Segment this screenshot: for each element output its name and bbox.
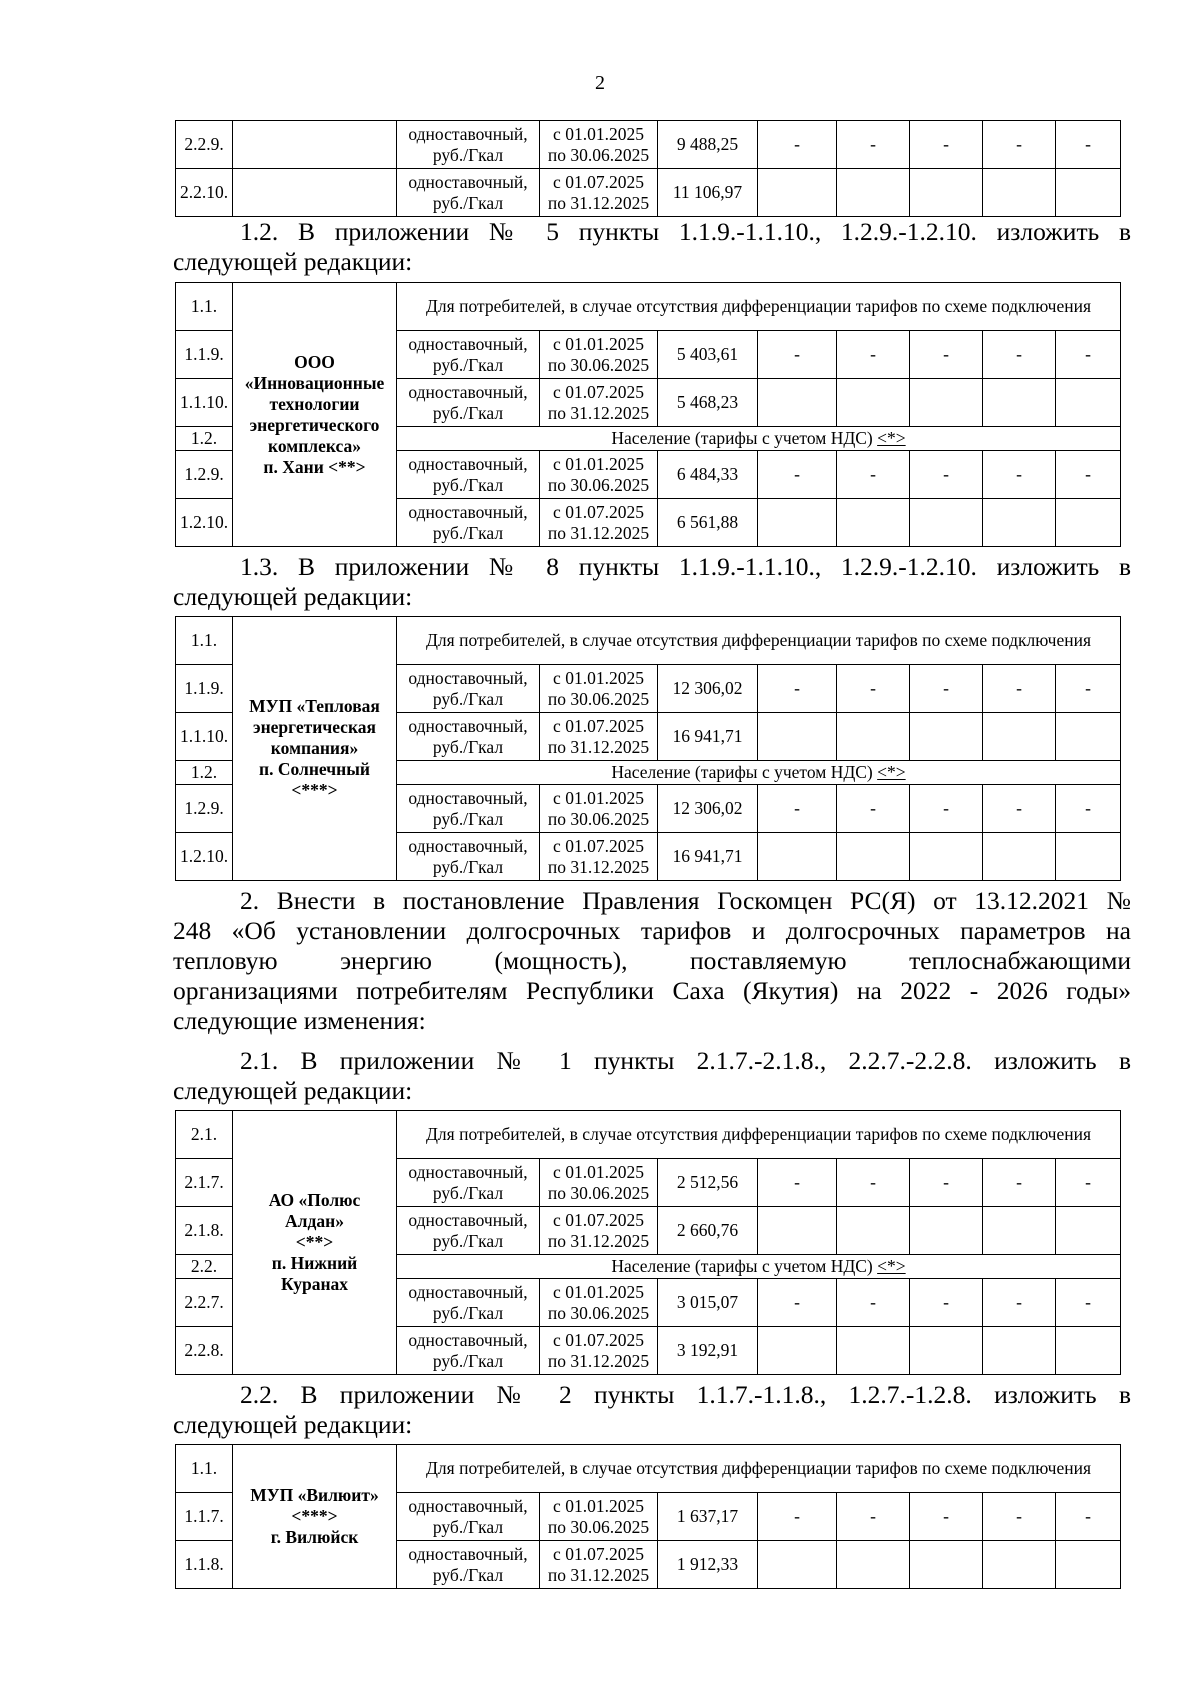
period-cell-line: по 30.06.2025 [547, 474, 650, 495]
period-cell-line: с 01.07.2025 [553, 715, 644, 736]
period-cell-line: с 01.01.2025 [553, 453, 644, 474]
tariff-kind-cell-line: руб./Гкал [432, 1302, 504, 1323]
population-label: Население (тарифы с учетом НДС) [611, 428, 873, 448]
tariff-kind-cell-line: руб./Гкал [432, 354, 504, 375]
organization-empty [233, 121, 397, 169]
period-cell-line: с 01.01.2025 [553, 667, 644, 688]
tariff-value: 1 637,17 [658, 1493, 758, 1541]
dash-cell [758, 499, 837, 547]
tariff-table-mup-viliuit [175, 1444, 1121, 1589]
period-cell-line: по 31.12.2025 [547, 1564, 650, 1585]
dash-cell: - [837, 1279, 910, 1327]
section-header-row [176, 1445, 1121, 1493]
organization-line: Куранах [280, 1274, 349, 1294]
dash-cell: - [1056, 1159, 1121, 1207]
tariff-kind-cell [397, 713, 540, 761]
period-cell-line: с 01.01.2025 [553, 333, 644, 354]
tariff-kind-cell-line: одноставочный, [408, 715, 528, 736]
period-cell-line: с 01.01.2025 [553, 1281, 644, 1302]
period-cell-line: с 01.01.2025 [553, 1161, 644, 1182]
tariff-value: 16 941,71 [658, 833, 758, 881]
section-header: Для потребителей, в случае отсутствия дифференциации тарифов по схеме подключения [397, 283, 1121, 331]
dash-cell: - [1056, 121, 1121, 169]
tariff-kind-cell-line: одноставочный, [408, 1543, 528, 1564]
tariff-kind-cell-line: руб./Гкал [432, 1516, 504, 1537]
organization-name [233, 283, 397, 547]
tariff-kind-cell [397, 665, 540, 713]
paragraph-line: организациями потребителям Республики Саха (Якутия) на 2022 - 2026 годы» [173, 976, 1131, 1005]
organization-line: <***> [291, 1506, 338, 1526]
paragraph-1-2 [173, 217, 1131, 277]
dash-cell: - [983, 665, 1056, 713]
paragraph-line: 1.2. В приложении № 5 пункты 1.1.9.-1.1.10., 1.2.9.-1.2.10. изложить в [240, 217, 1131, 246]
dash-cell [910, 499, 983, 547]
organization-name [233, 617, 397, 881]
dash-cell [910, 833, 983, 881]
dash-cell: - [837, 121, 910, 169]
tariff-kind-cell [397, 331, 540, 379]
tariff-kind-cell [397, 1207, 540, 1255]
dash-cell [910, 1207, 983, 1255]
tariff-kind-cell-line: руб./Гкал [432, 144, 504, 165]
tariff-kind-cell [397, 379, 540, 427]
organization-line: п. Нижний [271, 1253, 358, 1273]
dash-cell [758, 1327, 837, 1375]
dash-cell: - [837, 1493, 910, 1541]
section-header: Для потребителей, в случае отсутствия дифференциации тарифов по схеме подключения [397, 617, 1121, 665]
tariff-value: 12 306,02 [658, 665, 758, 713]
dash-cell [910, 713, 983, 761]
period-cell [540, 665, 658, 713]
dash-cell [1056, 169, 1121, 217]
dash-cell [1056, 499, 1121, 547]
tariff-kind-cell-line: руб./Гкал [432, 522, 504, 543]
tariff-kind-cell-line: руб./Гкал [432, 1182, 504, 1203]
dash-cell [1056, 1327, 1121, 1375]
item-number: 2.1.7. [176, 1159, 233, 1207]
organization-line: комплекса» [268, 435, 361, 456]
tariff-kind-cell-line: одноставочный, [408, 1209, 528, 1230]
dash-cell [910, 169, 983, 217]
tariff-kind-cell-line: одноставочный, [408, 333, 528, 354]
tariff-kind-cell-line: одноставочный, [408, 1495, 528, 1516]
paragraph-line: 2.2. В приложении № 2 пункты 1.1.7.-1.1.8., 1.2.7.-1.2.8. изложить в [240, 1380, 1131, 1409]
period-cell-line: с 01.01.2025 [553, 787, 644, 808]
paragraph-line: 1.3. В приложении № 8 пункты 1.1.9.-1.1.10., 1.2.9.-1.2.10. изложить в [240, 552, 1131, 581]
paragraph-line: 248 «Об установлении долгосрочных тарифов и долгосрочных параметров на [173, 916, 1131, 945]
item-number: 1.2.9. [176, 785, 233, 833]
dash-cell: - [1056, 331, 1121, 379]
period-cell-line: с 01.07.2025 [553, 835, 644, 856]
period-cell [540, 379, 658, 427]
dash-cell [837, 1541, 910, 1589]
tariff-kind-cell-line: руб./Гкал [432, 688, 504, 709]
tariff-kind-cell-line: одноставочный, [408, 1281, 528, 1302]
tariff-kind-cell [397, 169, 540, 217]
organization-line: г. Вилюйск [270, 1527, 359, 1547]
period-cell [540, 1327, 658, 1375]
dash-cell [758, 833, 837, 881]
dash-cell: - [837, 331, 910, 379]
dash-cell [910, 379, 983, 427]
period-cell-line: по 31.12.2025 [547, 402, 650, 423]
dash-cell: - [1056, 1279, 1121, 1327]
dash-cell: - [758, 451, 837, 499]
tariff-value: 11 106,97 [658, 169, 758, 217]
section-number: 1.1. [176, 617, 233, 665]
dash-cell [837, 1207, 910, 1255]
tariff-kind-cell [397, 1159, 540, 1207]
tariff-kind-cell [397, 121, 540, 169]
dash-cell [910, 1327, 983, 1375]
period-cell-line: по 30.06.2025 [547, 1302, 650, 1323]
period-cell-line: по 31.12.2025 [547, 1350, 650, 1371]
section-number: 1.2. [176, 761, 233, 785]
dash-cell [1056, 833, 1121, 881]
dash-cell: - [910, 331, 983, 379]
period-cell-line: по 31.12.2025 [547, 856, 650, 877]
period-cell-line: по 30.06.2025 [547, 354, 650, 375]
footnote-link[interactable]: <*> [877, 1256, 906, 1276]
period-cell [540, 785, 658, 833]
organization-line: энергетического [249, 414, 380, 435]
dash-cell [758, 1207, 837, 1255]
paragraph-line: следующие изменения: [173, 1006, 426, 1035]
section-number: 2.2. [176, 1255, 233, 1279]
organization-line: МУП «Вилюит» [250, 1485, 379, 1505]
period-cell [540, 1279, 658, 1327]
tariff-value: 1 912,33 [658, 1541, 758, 1589]
population-header [397, 1255, 1121, 1279]
dash-cell: - [983, 1493, 1056, 1541]
section-header: Для потребителей, в случае отсутствия дифференциации тарифов по схеме подключения [397, 1445, 1121, 1493]
organization-line: Алдан» [285, 1211, 344, 1231]
paragraph-line: тепловую энергию (мощность), поставляемую теплоснабжающими [173, 946, 1131, 975]
tariff-kind-cell-line: одноставочный, [408, 667, 528, 688]
period-cell [540, 331, 658, 379]
paragraph-1-3 [173, 552, 1131, 612]
paragraph-2-1 [173, 1046, 1131, 1106]
dash-cell: - [910, 121, 983, 169]
dash-cell: - [758, 785, 837, 833]
dash-cell: - [837, 785, 910, 833]
dash-cell: - [758, 1159, 837, 1207]
tariff-kind-cell-line: одноставочный, [408, 1161, 528, 1182]
period-cell-line: с 01.01.2025 [553, 1495, 644, 1516]
section-number: 2.1. [176, 1111, 233, 1159]
section-number: 1.1. [176, 283, 233, 331]
dash-cell: - [758, 1493, 837, 1541]
period-cell-line: с 01.07.2025 [553, 1209, 644, 1230]
footnote-link[interactable]: <*> [877, 762, 906, 782]
tariff-kind-cell-line: одноставочный, [408, 835, 528, 856]
dash-cell: - [837, 665, 910, 713]
dash-cell: - [983, 1279, 1056, 1327]
tariff-kind-cell-line: руб./Гкал [432, 1564, 504, 1585]
tariff-kind-cell-line: руб./Гкал [432, 192, 504, 213]
paragraph-line: 2. Внести в постановление Правления Госкомцен РС(Я) от 13.12.2021 № [240, 886, 1131, 915]
item-number: 1.1.9. [176, 331, 233, 379]
organization-line: АО «Полюс [268, 1190, 361, 1210]
paragraph-line: следующей редакции: [173, 1076, 413, 1105]
page-number: 2 [595, 72, 605, 94]
tariff-table-ooo-itek [175, 282, 1121, 547]
dash-cell [983, 1541, 1056, 1589]
tariff-kind-cell [397, 1327, 540, 1375]
period-cell [540, 713, 658, 761]
item-number: 2.2.9. [176, 121, 233, 169]
dash-cell: - [983, 121, 1056, 169]
period-cell-line: по 30.06.2025 [547, 1182, 650, 1203]
section-header-row [176, 1111, 1121, 1159]
dash-cell: - [1056, 665, 1121, 713]
tariff-kind-cell [397, 499, 540, 547]
tariff-kind-cell [397, 1541, 540, 1589]
dash-cell [1056, 1541, 1121, 1589]
dash-cell [837, 713, 910, 761]
tariff-kind-cell-line: одноставочный, [408, 1329, 528, 1350]
item-number: 2.1.8. [176, 1207, 233, 1255]
dash-cell: - [983, 331, 1056, 379]
period-cell [540, 833, 658, 881]
population-label: Население (тарифы с учетом НДС) [611, 762, 873, 782]
tariff-kind-cell [397, 1279, 540, 1327]
dash-cell [983, 1327, 1056, 1375]
tariff-kind-cell-line: одноставочный, [408, 171, 528, 192]
table-row [176, 121, 1121, 169]
dash-cell [983, 169, 1056, 217]
organization-line: <***> [291, 780, 338, 800]
dash-cell [983, 1207, 1056, 1255]
tariff-kind-cell [397, 1493, 540, 1541]
section-header-row [176, 283, 1121, 331]
period-cell-line: по 30.06.2025 [547, 144, 650, 165]
organization-name [233, 1445, 397, 1589]
dash-cell: - [910, 665, 983, 713]
population-header [397, 427, 1121, 451]
dash-cell [758, 379, 837, 427]
dash-cell [1056, 1207, 1121, 1255]
organization-line: компания» [270, 738, 359, 758]
period-cell [540, 499, 658, 547]
population-label: Население (тарифы с учетом НДС) [611, 1256, 873, 1276]
period-cell-line: с 01.07.2025 [553, 1329, 644, 1350]
dash-cell: - [758, 331, 837, 379]
paragraph-2 [173, 886, 1131, 1036]
dash-cell [837, 1327, 910, 1375]
period-cell-line: с 01.07.2025 [553, 381, 644, 402]
footnote-link[interactable]: <*> [877, 428, 906, 448]
organization-line: ООО [294, 351, 335, 372]
period-cell-line: по 31.12.2025 [547, 192, 650, 213]
dash-cell [983, 499, 1056, 547]
period-cell [540, 1159, 658, 1207]
paragraph-line: следующей редакции: [173, 1410, 413, 1439]
period-cell [540, 121, 658, 169]
dash-cell [837, 169, 910, 217]
tariff-kind-cell-line: одноставочный, [408, 381, 528, 402]
tariff-value: 9 488,25 [658, 121, 758, 169]
tariff-kind-cell-line: руб./Гкал [432, 808, 504, 829]
organization-line: п. Солнечный [259, 759, 370, 779]
dash-cell: - [837, 451, 910, 499]
item-number: 1.1.10. [176, 379, 233, 427]
dash-cell [758, 713, 837, 761]
dash-cell: - [910, 1493, 983, 1541]
dash-cell: - [1056, 1493, 1121, 1541]
dash-cell [983, 713, 1056, 761]
section-header-row [176, 617, 1121, 665]
item-number: 1.1.10. [176, 713, 233, 761]
tariff-kind-cell-line: руб./Гкал [432, 1230, 504, 1251]
period-cell-line: по 31.12.2025 [547, 522, 650, 543]
tariff-kind-cell-line: руб./Гкал [432, 1350, 504, 1371]
tariff-value: 3 192,91 [658, 1327, 758, 1375]
paragraph-2-2 [173, 1380, 1131, 1440]
dash-cell [758, 169, 837, 217]
dash-cell: - [910, 785, 983, 833]
dash-cell: - [1056, 451, 1121, 499]
dash-cell [983, 833, 1056, 881]
dash-cell [837, 833, 910, 881]
period-cell-line: по 31.12.2025 [547, 1230, 650, 1251]
item-number: 1.2.10. [176, 833, 233, 881]
period-cell-line: с 01.07.2025 [553, 501, 644, 522]
dash-cell [910, 1541, 983, 1589]
item-number: 2.2.10. [176, 169, 233, 217]
population-header [397, 761, 1121, 785]
period-cell-line: с 01.01.2025 [553, 123, 644, 144]
organization-line: МУП «Тепловая [249, 696, 380, 716]
dash-cell: - [758, 1279, 837, 1327]
period-cell [540, 1207, 658, 1255]
tariff-table-polus-aldan [175, 1110, 1121, 1375]
section-header: Для потребителей, в случае отсутствия дифференциации тарифов по схеме подключения [397, 1111, 1121, 1159]
period-cell-line: по 30.06.2025 [547, 688, 650, 709]
tariff-value: 6 561,88 [658, 499, 758, 547]
paragraph-line: следующей редакции: [173, 582, 413, 611]
organization-line: «Инновационные [244, 372, 385, 393]
organization-line: технологии [269, 393, 360, 414]
tariff-kind-cell-line: руб./Гкал [432, 856, 504, 877]
organization-name [233, 1111, 397, 1375]
tariff-kind-cell-line: одноставочный, [408, 123, 528, 144]
tariff-value: 2 660,76 [658, 1207, 758, 1255]
dash-cell [758, 1541, 837, 1589]
organization-line: энергетическая [253, 717, 376, 737]
period-cell [540, 169, 658, 217]
section-number: 1.2. [176, 427, 233, 451]
tariff-kind-cell-line: одноставочный, [408, 787, 528, 808]
organization-line: <**> [295, 1232, 334, 1252]
tariff-value: 5 468,23 [658, 379, 758, 427]
tariff-kind-cell-line: руб./Гкал [432, 402, 504, 423]
tariff-kind-cell-line: одноставочный, [408, 453, 528, 474]
organization-line: п. Хани <**> [263, 456, 366, 477]
tariff-value: 6 484,33 [658, 451, 758, 499]
item-number: 2.2.8. [176, 1327, 233, 1375]
dash-cell: - [758, 121, 837, 169]
period-cell [540, 1493, 658, 1541]
tariff-value: 5 403,61 [658, 331, 758, 379]
item-number: 1.2.9. [176, 451, 233, 499]
dash-cell [1056, 379, 1121, 427]
item-number: 1.1.7. [176, 1493, 233, 1541]
dash-cell: - [910, 451, 983, 499]
tariff-kind-cell-line: одноставочный, [408, 501, 528, 522]
tariff-kind-cell [397, 785, 540, 833]
paragraph-line: следующей редакции: [173, 247, 413, 276]
dash-cell: - [1056, 785, 1121, 833]
tariff-kind-cell [397, 451, 540, 499]
period-cell [540, 1541, 658, 1589]
dash-cell [837, 379, 910, 427]
tariff-value: 12 306,02 [658, 785, 758, 833]
tariff-table-continuation [175, 120, 1121, 217]
period-cell-line: с 01.07.2025 [553, 1543, 644, 1564]
tariff-kind-cell-line: руб./Гкал [432, 474, 504, 495]
item-number: 1.2.10. [176, 499, 233, 547]
dash-cell [837, 499, 910, 547]
period-cell-line: по 31.12.2025 [547, 736, 650, 757]
item-number: 1.1.8. [176, 1541, 233, 1589]
period-cell-line: по 30.06.2025 [547, 808, 650, 829]
dash-cell: - [910, 1279, 983, 1327]
tariff-kind-cell-line: руб./Гкал [432, 736, 504, 757]
dash-cell: - [758, 665, 837, 713]
dash-cell: - [837, 1159, 910, 1207]
period-cell-line: по 30.06.2025 [547, 1516, 650, 1537]
dash-cell: - [983, 451, 1056, 499]
tariff-value: 16 941,71 [658, 713, 758, 761]
period-cell [540, 451, 658, 499]
period-cell-line: с 01.07.2025 [553, 171, 644, 192]
item-number: 1.1.9. [176, 665, 233, 713]
tariff-table-mup-tek [175, 616, 1121, 881]
dash-cell [1056, 713, 1121, 761]
tariff-value: 2 512,56 [658, 1159, 758, 1207]
item-number: 2.2.7. [176, 1279, 233, 1327]
organization-empty [233, 169, 397, 217]
dash-cell [983, 379, 1056, 427]
dash-cell: - [983, 1159, 1056, 1207]
dash-cell: - [983, 785, 1056, 833]
dash-cell: - [910, 1159, 983, 1207]
paragraph-line: 2.1. В приложении № 1 пункты 2.1.7.-2.1.8., 2.2.7.-2.2.8. изложить в [240, 1046, 1131, 1075]
tariff-kind-cell [397, 833, 540, 881]
section-number: 1.1. [176, 1445, 233, 1493]
table-row [176, 169, 1121, 217]
tariff-value: 3 015,07 [658, 1279, 758, 1327]
